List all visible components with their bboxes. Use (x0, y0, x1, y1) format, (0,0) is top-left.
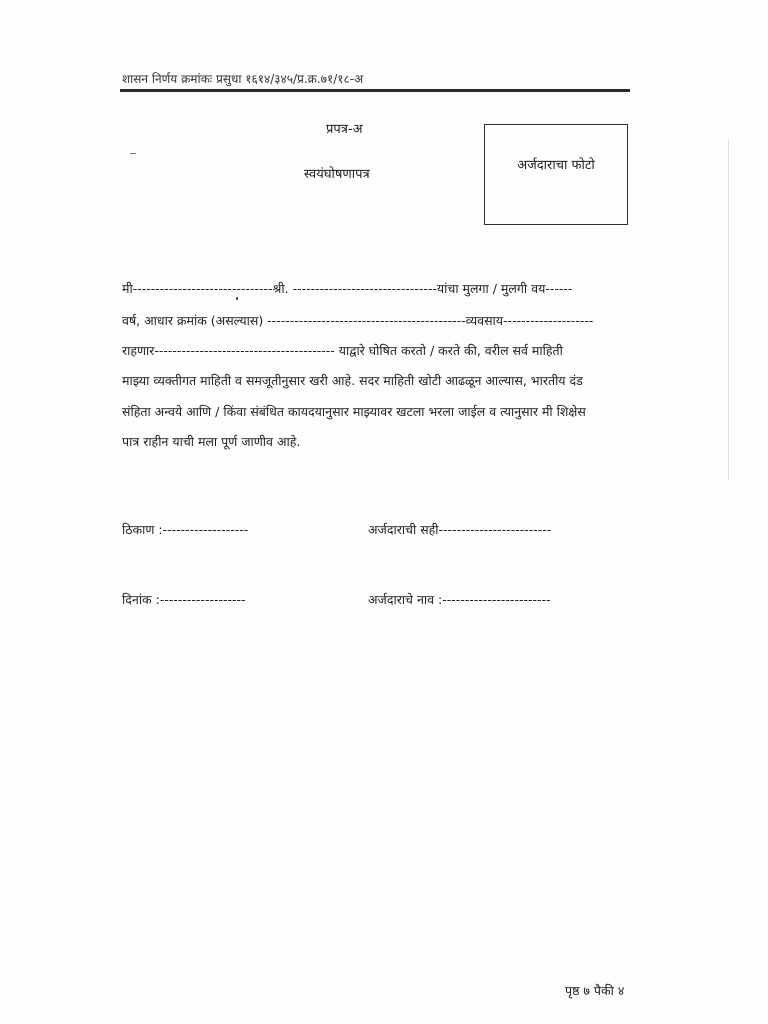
declaration-line-3: राहणार---------------------------------------- याद्वारे घोषित करतो / करते की, वरील सर्व माहिती (122, 343, 563, 358)
scan-mark (130, 153, 136, 154)
place-field: ठिकाण :------------------- (122, 522, 249, 537)
declaration-line-5: संहिता अन्वये आणि / किंवा संबंधित कायदयानुसार माझ्यावर खटला भरला जाईल व त्यानुसार मी शिक्षेस (122, 404, 586, 419)
scan-mark-2 (236, 297, 238, 300)
form-title: स्वयंघोषणापत्र (304, 167, 370, 182)
declaration-line-4: माझ्या व्यक्तीगत माहिती व समजूतीनुसार खरी आहे. सदर माहिती खोटी आढळून आल्यास, भारतीय दंड (122, 373, 583, 388)
government-resolution-reference: शासन निर्णय क्रमांकः प्रसुधा १६१४/३४५/प्र.क्र.७१/१८-अ (122, 72, 364, 86)
header-rule (120, 89, 630, 92)
declaration-line-1: मी-------------------------------श्री. --------------------------------यांचा मुलगा / मुलगी वय------ (122, 281, 573, 296)
declaration-line-6: पात्र राहीन याची मला पूर्ण जाणीव आहे. (122, 434, 301, 449)
applicant-name-field: अर्जदाराचे नाव :------------------------ (368, 592, 551, 607)
date-field: दिनांक :------------------- (122, 592, 246, 607)
declaration-line-2: वर्ष, आधार क्रमांक (असल्यास) --------------------------------------------व्यवसाय-------------------- (122, 313, 594, 328)
page-number: पृष्ठ ७ पैकी ४ (565, 983, 625, 998)
applicant-signature-field: अर्जदाराची सही------------------------- (368, 522, 552, 537)
applicant-photo-box (484, 124, 628, 225)
applicant-photo-label: अर्जदाराचा फोटो (517, 158, 595, 173)
scan-edge-mark (728, 140, 729, 480)
form-code: प्रपत्र-अ (326, 122, 363, 137)
